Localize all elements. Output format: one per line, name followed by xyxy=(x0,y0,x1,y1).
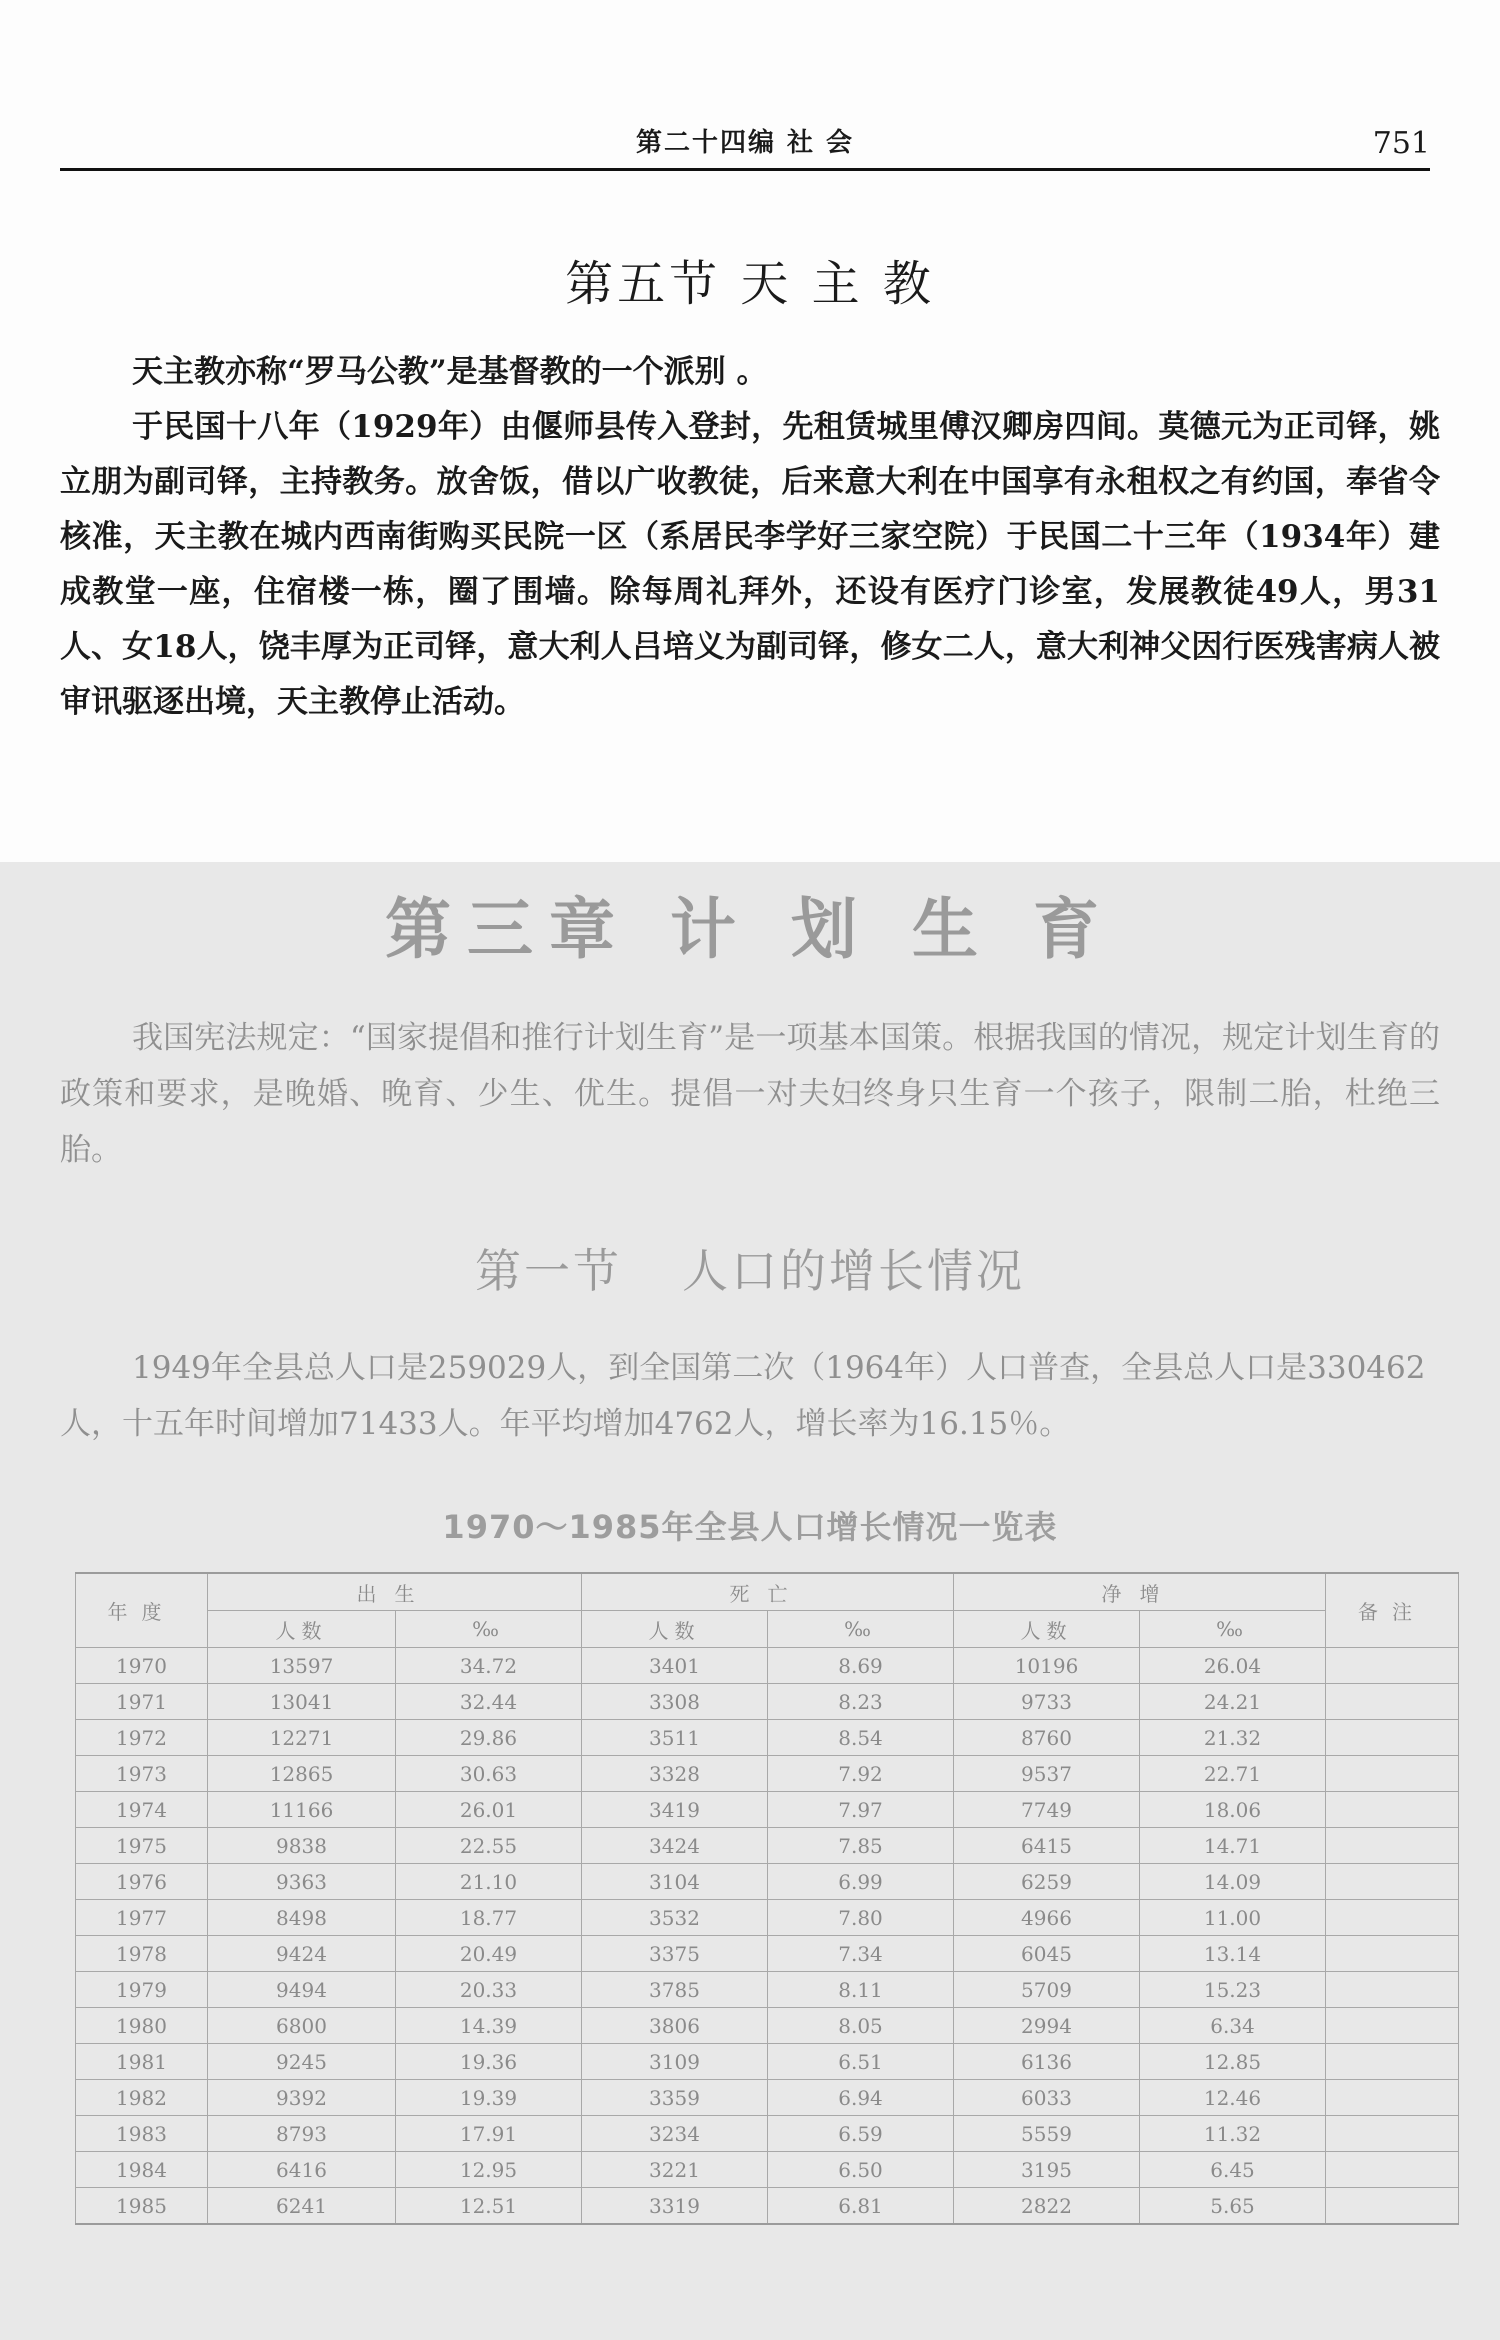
cell-net-count: 9733 xyxy=(954,1684,1140,1720)
cell-remarks xyxy=(1326,2188,1459,2225)
cell-deaths-count: 3234 xyxy=(582,2116,768,2152)
cell-births-count: 9494 xyxy=(208,1972,396,2008)
table-body xyxy=(76,1648,1459,2225)
table-row xyxy=(76,2044,1459,2080)
table-row xyxy=(76,2080,1459,2116)
header-year: 年度 xyxy=(76,1573,208,1648)
chapter-intro: 我国宪法规定：“国家提倡和推行计划生育”是一项基本国策。根据我国的情况，规定计划生育的政策和要求，是晚婚、晚育、少生、优生。提倡一对夫妇终身只生育一个孩子，限制二胎，杜绝三胎。 xyxy=(60,1020,1440,1168)
cell-net-rate: 14.09 xyxy=(1140,1864,1326,1900)
cell-births-rate: 12.95 xyxy=(396,2152,582,2188)
cell-deaths-rate: 6.50 xyxy=(768,2152,954,2188)
cell-year: 1978 xyxy=(76,1936,208,1972)
cell-year: 1983 xyxy=(76,2116,208,2152)
cell-year: 1982 xyxy=(76,2080,208,2116)
cell-births-rate: 32.44 xyxy=(396,1684,582,1720)
cell-births-count: 13597 xyxy=(208,1648,396,1684)
cell-year: 1973 xyxy=(76,1756,208,1792)
table-header-row xyxy=(76,1573,1459,1611)
cell-births-rate: 18.77 xyxy=(396,1900,582,1936)
cell-remarks xyxy=(1326,1648,1459,1684)
cell-net-rate: 11.00 xyxy=(1140,1900,1326,1936)
cell-net-count: 7749 xyxy=(954,1792,1140,1828)
subsection-name: 人口的增长情况 xyxy=(682,1244,1025,1298)
cell-births-count: 8498 xyxy=(208,1900,396,1936)
cell-deaths-rate: 6.81 xyxy=(768,2188,954,2225)
cell-net-rate: 5.65 xyxy=(1140,2188,1326,2225)
cell-net-rate: 15.23 xyxy=(1140,1972,1326,2008)
section-paragraph-1 xyxy=(60,345,1440,400)
cell-year: 1981 xyxy=(76,2044,208,2080)
cell-births-count: 13041 xyxy=(208,1684,396,1720)
table-subheader-row xyxy=(76,1611,1459,1648)
cell-deaths-count: 3785 xyxy=(582,1972,768,2008)
cell-remarks xyxy=(1326,1936,1459,1972)
table-row xyxy=(76,1756,1459,1792)
header-remarks: 备注 xyxy=(1326,1573,1459,1648)
chapter-title: 第三章 计 划 生 育 xyxy=(385,891,1115,968)
cell-deaths-count: 3319 xyxy=(582,2188,768,2225)
cell-net-count: 2994 xyxy=(954,2008,1140,2044)
cell-net-rate: 12.85 xyxy=(1140,2044,1326,2080)
cell-deaths-count: 3806 xyxy=(582,2008,768,2044)
cell-net-rate: 18.06 xyxy=(1140,1792,1326,1828)
cell-births-rate: 21.10 xyxy=(396,1864,582,1900)
cell-births-rate: 17.91 xyxy=(396,2116,582,2152)
cell-births-count: 6800 xyxy=(208,2008,396,2044)
cell-net-rate: 24.21 xyxy=(1140,1684,1326,1720)
cell-remarks xyxy=(1326,1684,1459,1720)
cell-net-rate: 26.04 xyxy=(1140,1648,1326,1684)
cell-net-count: 3195 xyxy=(954,2152,1140,2188)
cell-deaths-count: 3419 xyxy=(582,1792,768,1828)
cell-deaths-rate: 6.51 xyxy=(768,2044,954,2080)
cell-year: 1980 xyxy=(76,2008,208,2044)
paragraph-text: 天主教亦称“罗马公教”是基督教的一个派别 。 xyxy=(132,354,768,390)
cell-remarks xyxy=(1326,1864,1459,1900)
cell-deaths-rate: 7.85 xyxy=(768,1828,954,1864)
cell-remarks xyxy=(1326,1792,1459,1828)
cell-births-count: 8793 xyxy=(208,2116,396,2152)
cell-deaths-rate: 7.34 xyxy=(768,1936,954,1972)
cell-year: 1971 xyxy=(76,1684,208,1720)
table-row xyxy=(76,2116,1459,2152)
cell-births-count: 11166 xyxy=(208,1792,396,1828)
table-row xyxy=(76,2152,1459,2188)
cell-net-rate: 21.32 xyxy=(1140,1720,1326,1756)
header-births: 出生 xyxy=(208,1573,582,1611)
cell-births-count: 6241 xyxy=(208,2188,396,2225)
cell-net-count: 8760 xyxy=(954,1720,1140,1756)
cell-deaths-rate: 7.92 xyxy=(768,1756,954,1792)
cell-net-count: 6033 xyxy=(954,2080,1140,2116)
cell-net-count: 5709 xyxy=(954,1972,1140,2008)
cell-births-rate: 20.49 xyxy=(396,1936,582,1972)
table-row xyxy=(76,1648,1459,1684)
cell-deaths-count: 3104 xyxy=(582,1864,768,1900)
cell-net-count: 6415 xyxy=(954,1828,1140,1864)
cell-year: 1977 xyxy=(76,1900,208,1936)
cell-remarks xyxy=(1326,1828,1459,1864)
cell-deaths-count: 3109 xyxy=(582,2044,768,2080)
cell-remarks xyxy=(1326,1756,1459,1792)
cell-deaths-rate: 7.80 xyxy=(768,1900,954,1936)
cell-deaths-rate: 6.94 xyxy=(768,2080,954,2116)
cell-births-count: 9424 xyxy=(208,1936,396,1972)
subsection-number: 第一节 xyxy=(475,1244,622,1298)
cell-remarks xyxy=(1326,2044,1459,2080)
cell-net-count: 6136 xyxy=(954,2044,1140,2080)
cell-net-count: 9537 xyxy=(954,1756,1140,1792)
cell-net-rate: 11.32 xyxy=(1140,2116,1326,2152)
cell-births-count: 9838 xyxy=(208,1828,396,1864)
cell-deaths-rate: 8.54 xyxy=(768,1720,954,1756)
cell-net-rate: 12.46 xyxy=(1140,2080,1326,2116)
header-net-rate: ‰ xyxy=(1140,1611,1326,1648)
cell-year: 1972 xyxy=(76,1720,208,1756)
cell-births-rate: 22.55 xyxy=(396,1828,582,1864)
cell-net-rate: 6.34 xyxy=(1140,2008,1326,2044)
cell-births-rate: 19.39 xyxy=(396,2080,582,2116)
cell-births-rate: 34.72 xyxy=(396,1648,582,1684)
cell-year: 1975 xyxy=(76,1828,208,1864)
cell-remarks xyxy=(1326,2008,1459,2044)
running-header xyxy=(60,118,1430,171)
header-births-rate: ‰ xyxy=(396,1611,582,1648)
table-row xyxy=(76,1936,1459,1972)
cell-net-count: 2822 xyxy=(954,2188,1140,2225)
cell-net-count: 6259 xyxy=(954,1864,1140,1900)
cell-year: 1984 xyxy=(76,2152,208,2188)
cell-deaths-count: 3401 xyxy=(582,1648,768,1684)
header-deaths-count: 人数 xyxy=(582,1611,768,1648)
cell-births-count: 9392 xyxy=(208,2080,396,2116)
subsection-title xyxy=(0,1235,1500,1301)
cell-remarks xyxy=(1326,2152,1459,2188)
cell-births-rate: 26.01 xyxy=(396,1792,582,1828)
cell-remarks xyxy=(1326,1900,1459,1936)
paragraph-text: 于民国十八年（1929年）由偃师县传入登封，先租赁城里傅汉卿房四间。莫德元为正司铎，姚立朋为副司铎，主持教务。放舍饭，借以广收教徒，后来意大利在中国享有永租权之有约国，奉省令核准，天主教在城内西南街购买民院一区（系居民李学好三家空院）于民国二十三年（1934年）建成教堂一座，住宿楼一栋，圈了围墙。除每周礼拜外，还设有医疗门诊室，发展教徒49人，男31人、女18人，饶丰厚为正司铎，意大利人吕培义为副司铎，修女二人，意大利神父因行医残害病人被审讯驱逐出境，天主教停止活动。 xyxy=(60,409,1440,720)
cell-net-count: 6045 xyxy=(954,1936,1140,1972)
page-number: 751 xyxy=(1372,126,1430,161)
cell-net-rate: 22.71 xyxy=(1140,1756,1326,1792)
population-summary: 1949年全县总人口是259029人，到全国第二次（1964年）人口普查，全县总人口是330462人，十五年时间增加71433人。年平均增加4762人，增长率为16.15％。 xyxy=(60,1350,1426,1442)
cell-deaths-rate: 6.99 xyxy=(768,1864,954,1900)
header-net-count: 人数 xyxy=(954,1611,1140,1648)
table-row xyxy=(76,1864,1459,1900)
cell-births-count: 9245 xyxy=(208,2044,396,2080)
cell-deaths-count: 3221 xyxy=(582,2152,768,2188)
table-row xyxy=(76,2188,1459,2225)
header-births-count: 人数 xyxy=(208,1611,396,1648)
cell-net-count: 4966 xyxy=(954,1900,1140,1936)
cell-remarks xyxy=(1326,2080,1459,2116)
table-row xyxy=(76,1720,1459,1756)
table-row xyxy=(76,1684,1459,1720)
table-row xyxy=(76,1828,1459,1864)
header-deaths: 死亡 xyxy=(582,1573,954,1611)
cell-net-count: 5559 xyxy=(954,2116,1140,2152)
cell-births-rate: 30.63 xyxy=(396,1756,582,1792)
cell-deaths-count: 3308 xyxy=(582,1684,768,1720)
cell-year: 1979 xyxy=(76,1972,208,2008)
table-row xyxy=(76,2008,1459,2044)
cell-births-rate: 20.33 xyxy=(396,1972,582,2008)
cell-births-rate: 14.39 xyxy=(396,2008,582,2044)
cell-deaths-rate: 8.11 xyxy=(768,1972,954,2008)
cell-deaths-count: 3511 xyxy=(582,1720,768,1756)
cell-remarks xyxy=(1326,1720,1459,1756)
cell-deaths-rate: 8.05 xyxy=(768,2008,954,2044)
cell-remarks xyxy=(1326,2116,1459,2152)
cell-deaths-rate: 8.23 xyxy=(768,1684,954,1720)
header-deaths-rate: ‰ xyxy=(768,1611,954,1648)
header-net-increase: 净增 xyxy=(954,1573,1326,1611)
cell-births-count: 12271 xyxy=(208,1720,396,1756)
cell-net-rate: 6.45 xyxy=(1140,2152,1326,2188)
section-paragraph-2 xyxy=(60,400,1440,730)
cell-births-rate: 12.51 xyxy=(396,2188,582,2225)
cell-net-count: 10196 xyxy=(954,1648,1140,1684)
cell-net-rate: 13.14 xyxy=(1140,1936,1326,1972)
cell-deaths-rate: 6.59 xyxy=(768,2116,954,2152)
cell-deaths-count: 3375 xyxy=(582,1936,768,1972)
cell-year: 1974 xyxy=(76,1792,208,1828)
running-title: 第二十四编 社 会 xyxy=(635,128,855,158)
cell-year: 1976 xyxy=(76,1864,208,1900)
cell-deaths-count: 3424 xyxy=(582,1828,768,1864)
cell-births-rate: 29.86 xyxy=(396,1720,582,1756)
table-title: 1970～1985年全县人口增长情况一览表 xyxy=(442,1508,1058,1546)
table-row xyxy=(76,1792,1459,1828)
cell-deaths-count: 3359 xyxy=(582,2080,768,2116)
table-row xyxy=(76,1900,1459,1936)
cell-births-rate: 19.36 xyxy=(396,2044,582,2080)
cell-deaths-count: 3328 xyxy=(582,1756,768,1792)
cell-births-count: 9363 xyxy=(208,1864,396,1900)
cell-remarks xyxy=(1326,1972,1459,2008)
cell-net-rate: 14.71 xyxy=(1140,1828,1326,1864)
cell-deaths-rate: 8.69 xyxy=(768,1648,954,1684)
cell-births-count: 12865 xyxy=(208,1756,396,1792)
cell-deaths-rate: 7.97 xyxy=(768,1792,954,1828)
cell-year: 1985 xyxy=(76,2188,208,2225)
cell-births-count: 6416 xyxy=(208,2152,396,2188)
cell-year: 1970 xyxy=(76,1648,208,1684)
table-row xyxy=(76,1972,1459,2008)
section-title: 第五节 天 主 教 xyxy=(565,256,935,312)
cell-deaths-count: 3532 xyxy=(582,1900,768,1936)
population-table xyxy=(75,1572,1459,2225)
